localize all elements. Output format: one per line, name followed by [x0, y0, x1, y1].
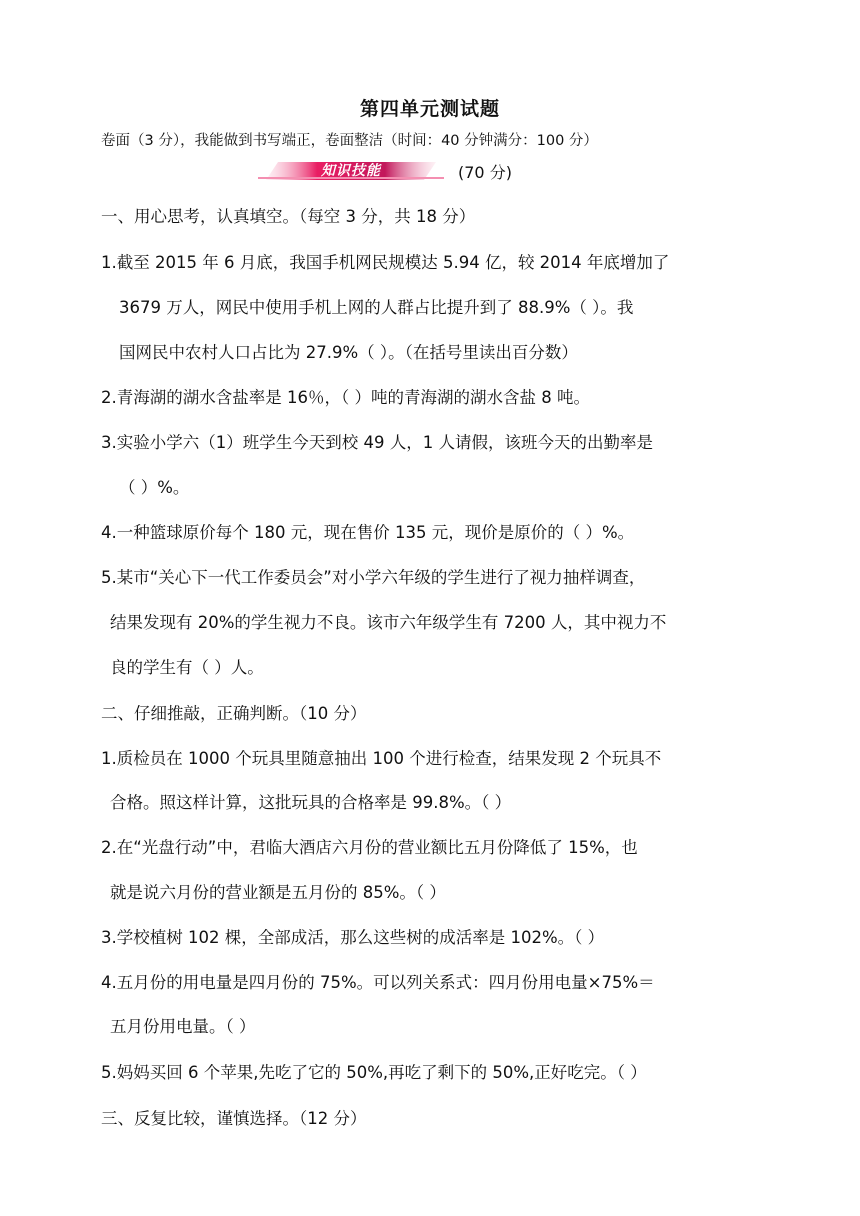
exam-instructions: 卷面（3 分），我能做到书写端正，卷面整洁（时间：40 分钟满分：100 分）	[101, 133, 598, 149]
question-text: 4.五月份的用电量是四月份的 75%。可以列关系式：四月份用电量×75%＝	[101, 973, 655, 992]
question-text: 3.实验小学六（1）班学生今天到校 49 人，1 人请假，该班今天的出勤率是	[101, 433, 653, 452]
question-text: 5.某市“关心下一代工作委员会”对小学六年级的学生进行了视力抽样调查，	[101, 568, 646, 587]
section-heading-1: 一、用心思考，认真填空。（每空 3 分，共 18 分）	[101, 207, 476, 226]
question-text: 4.一种篮球原价每个 180 元，现在售价 135 元，现价是原价的（ ）%。	[101, 523, 635, 542]
page-title: 第四单元测试题	[359, 98, 500, 120]
question-text: 五月份用电量。（ ）	[110, 1017, 256, 1036]
question-text: 结果发现有 20%的学生视力不良。该市六年级学生有 7200 人，其中视力不	[110, 613, 667, 632]
banner-ribbon	[258, 159, 444, 183]
question-text: 3679 万人，网民中使用手机上网的人群占比提升到了 88.9%（ ）。我	[119, 298, 634, 317]
question-text: 2.青海湖的湖水含盐率是 16％，（ ）吨的青海湖的湖水含盐 8 吨。	[101, 388, 590, 407]
question-text: 5.妈妈买回 6 个苹果,先吃了它的 50%,再吃了剩下的 50%,正好吃完。（ ）	[101, 1063, 647, 1082]
banner-score: (70 分)	[458, 162, 512, 182]
question-text: 2.在“光盘行动”中，君临大酒店六月份的营业额比五月份降低了 15%，也	[101, 838, 638, 857]
question-text: 国网民中农村人口占比为 27.9%（ ）。（在括号里读出百分数）	[119, 343, 578, 362]
section-heading-2: 二、仔细推敲，正确判断。（10 分）	[101, 704, 367, 723]
section-banner	[258, 158, 512, 184]
section-heading-3: 三、反复比较，谨慎选择。（12 分）	[101, 1109, 367, 1128]
question-text: 合格。照这样计算，这批玩具的合格率是 99.8%。（ ）	[110, 793, 512, 812]
question-text: 3.学校植树 102 棵，全部成活，那么这些树的成活率是 102%。（ ）	[101, 928, 605, 947]
question-text: （ ）%。	[119, 478, 190, 497]
banner-label: 知识技能	[321, 163, 381, 179]
question-text: 1.截至 2015 年 6 月底，我国手机网民规模达 5.94 亿，较 2014 年底增加了	[101, 253, 670, 272]
question-text: 1.质检员在 1000 个玩具里随意抽出 100 个进行检查，结果发现 2 个玩具不	[101, 749, 662, 768]
question-text: 就是说六月份的营业额是五月份的 85%。（ ）	[110, 883, 446, 902]
question-text: 良的学生有（ ）人。	[110, 658, 264, 677]
